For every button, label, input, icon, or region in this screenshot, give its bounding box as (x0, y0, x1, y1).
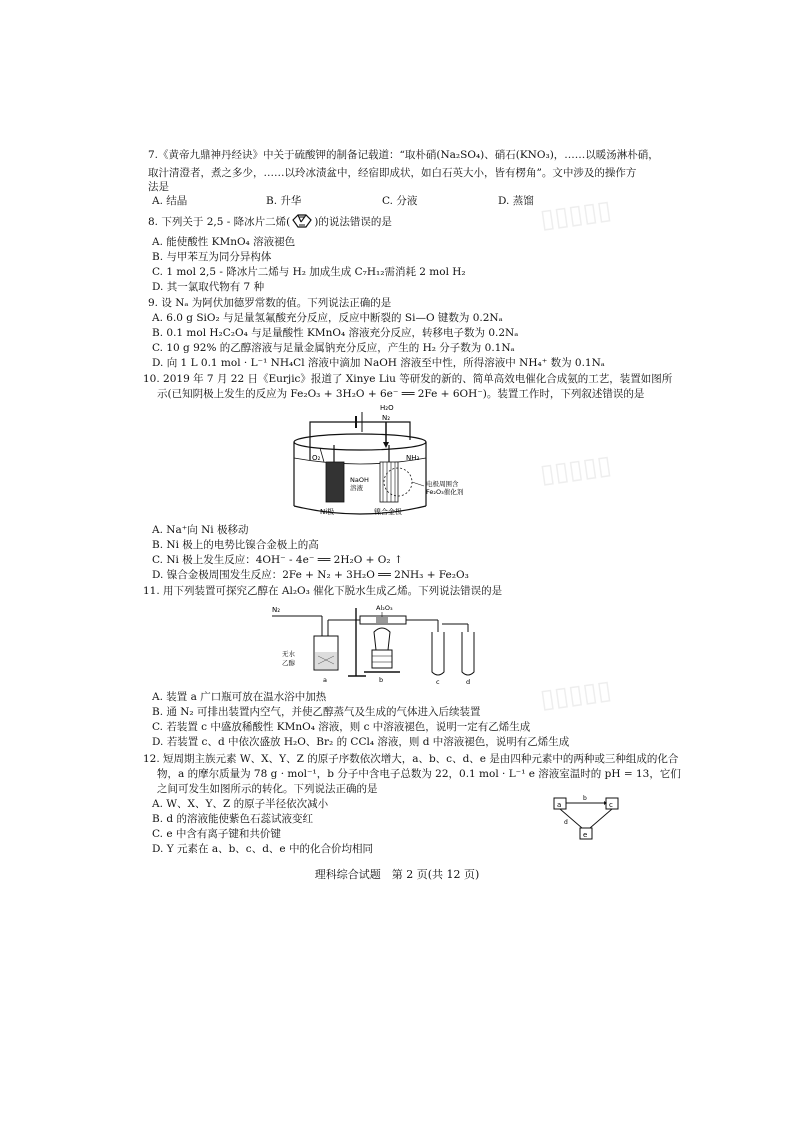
norbornadiene-structure-icon (290, 212, 314, 232)
q7-option-c: C. 分液 (382, 195, 418, 207)
watermark: ▯▯▯▯▯ (538, 675, 614, 715)
q8-stem (148, 212, 392, 232)
q12-option-c: C. e 中含有离子键和共价键 (152, 828, 281, 840)
label-a: a (323, 676, 327, 684)
q8-stem-post: )的说法错误的是 (314, 216, 392, 228)
q12-stem-line1: 12. 短周期主族元素 W、X、Y、Z 的原子序数依次增大，a、b、c、d、e 是由四种元素中的两种或三种组成的化合 (143, 753, 679, 765)
nh3-label: NH₃ (406, 454, 420, 462)
n2-label: N₂ (382, 414, 391, 422)
q9-option-b: B. 0.1 mol H₂C₂O₄ 与足量酸性 KMnO₄ 溶液充分反应，转移电子数为 0.2Nₐ (152, 327, 519, 339)
ethanol-label: 乙醇 (282, 659, 295, 667)
q8-option-a: A. 能使酸性 KMnO₄ 溶液褪色 (152, 236, 296, 248)
label-d: d (466, 678, 471, 686)
q8-stem-pre: 8. 下列关于 2,5 - 降冰片二烯( (148, 216, 291, 228)
label-b: b (379, 676, 384, 684)
q9-option-a: A. 6.0 g SiO₂ 与足量氢氟酸充分反应，反应中断裂的 Si—O 键数为 0.2Nₐ (152, 312, 503, 324)
catalyst-note-line2: Fe₂O₃催化剂 (426, 488, 464, 496)
q8-option-b: B. 与甲苯互为同分异构体 (152, 251, 272, 263)
q7-stem-line1: 7.《黄帝九鼎神丹经诀》中关于硫酸钾的制备记载道：“取朴硝(Na₂SO₄)、硝石(KNO₃)，……以暖汤淋朴硝， (148, 149, 659, 161)
solution-label: 溶液 (350, 484, 363, 492)
catalyst-note-line1: 电极周围含 (426, 480, 459, 488)
ni-electrode-label: Ni极 (320, 508, 335, 516)
q8-option-d: D. 其一氯取代物有 7 种 (152, 281, 265, 293)
watermark: ▯▯▯▯▯ (538, 195, 614, 235)
q10-stem-line1: 10. 2019 年 7 月 22 日《Eurjic》报道了 Xinye Liu 等研发的新的、简单高效电催化合成氨的工艺，装置如图所 (143, 373, 673, 385)
node-e: e (583, 831, 588, 839)
q11-option-a: A. 装置 a 广口瓶可放在温水浴中加热 (152, 691, 327, 703)
node-a: a (557, 801, 562, 809)
node-c: c (609, 801, 613, 809)
q11-stem: 11. 用下列装置可探究乙醇在 Al₂O₃ 催化下脱水生成乙烯。下列说法错误的是 (143, 585, 503, 597)
q9-option-c: C. 10 g 92% 的乙醇溶液与足量金属钠充分反应，产生的 H₂ 分子数为 0.1Nₐ (152, 342, 515, 354)
n2-inlet-label: N₂ (272, 606, 281, 614)
q12-stem-line2: 物，a 的摩尔质量为 78 g · mol⁻¹，b 分子中含电子总数为 22，0.1 mol · L⁻¹ e 溶液室温时的 pH = 13，它们 (157, 768, 681, 780)
q12-option-a: A. W、X、Y、Z 的原子半径依次减小 (152, 798, 329, 810)
edge-d: d (564, 819, 568, 826)
q9-option-d: D. 向 1 L 0.1 mol · L⁻¹ NH₄Cl 溶液中滴加 NaOH 溶液至中性，所得溶液中 NH₄⁺ 数为 0.1Nₐ (152, 357, 605, 369)
q12-option-b: B. d 的溶液能使紫色石蕊试液变红 (152, 813, 313, 825)
q9-stem: 9. 设 Nₐ 为阿伏加德罗常数的值。下列说法正确的是 (148, 297, 392, 309)
q10-option-c: C. Ni 极上发生反应：4OH⁻ - 4e⁻ ══ 2H₂O + O₂ ↑ (152, 554, 403, 566)
q12-stem-line3: 之间可发生如图所示的转化。下列说法正确的是 (157, 783, 378, 795)
q10-option-d: D. 镍合金极周围发生反应：2Fe + N₂ + 3H₂O ══ 2NH₃ + Fe₂O₃ (152, 569, 469, 581)
q11-option-c: C. 若装置 c 中盛放稀酸性 KMnO₄ 溶液，则 c 中溶液褪色，说明一定有乙烯生成 (152, 721, 531, 733)
q7-option-d: D. 蒸馏 (498, 195, 534, 207)
label-c: c (436, 678, 440, 686)
anhydrous-label: 无水 (282, 650, 295, 658)
q12-option-d: D. Y 元素在 a、b、c、d、e 中的化合价均相同 (152, 843, 373, 855)
q8-option-c: C. 1 mol 2,5 - 降冰片二烯与 H₂ 加成生成 C₇H₁₂需消耗 2 mol H₂ (152, 266, 466, 278)
watermark: ▯▯▯▯▯ (538, 450, 614, 490)
alloy-electrode-label: 镍合金极 (374, 508, 402, 516)
h2o-label: H₂O (380, 404, 394, 412)
q11-option-d: D. 若装置 c、d 中依次盛放 H₂O、Br₂ 的 CCl₄ 溶液，则 d 中溶液褪色，说明有乙烯生成 (152, 736, 570, 748)
q11-option-b: B. 通 N₂ 可排出装置内空气，并使乙醇蒸气及生成的气体进入后续装置 (152, 706, 481, 718)
q10-option-a: A. Na⁺向 Ni 极移动 (152, 524, 249, 536)
q10-stem-line2: 示(已知阴极上发生的反应为 Fe₂O₃ + 3H₂O + 6e⁻ ══ 2Fe + 6OH⁻)。装置工作时，下列叙述错误的是 (157, 388, 645, 400)
ethanol-dehydration-apparatus-figure (268, 598, 494, 688)
q7-stem-line2: 取汁清澄者，煮之多少，……以玲冰渍盆中，经宿即成状，如白石英大小，皆有楞角”。文中涉及的操作方 (148, 167, 637, 179)
conversion-diagram-figure (552, 790, 622, 842)
o2-label: O₂ (312, 454, 321, 462)
edge-b: b (583, 795, 587, 802)
q7-stem-line3: 法是 (148, 181, 169, 193)
q7-option-b: B. 升华 (266, 195, 302, 207)
page-footer: 理科综合试题 第 2 页(共 12 页) (314, 868, 480, 881)
naoh-label: NaOH (350, 476, 369, 484)
q7-option-a: A. 结晶 (152, 195, 188, 207)
q10-option-b: B. Ni 极上的电势比镍合金极上的高 (152, 539, 319, 551)
electrolysis-apparatus-figure (290, 400, 480, 520)
al2o3-label: Al₂O₃ (376, 604, 393, 612)
